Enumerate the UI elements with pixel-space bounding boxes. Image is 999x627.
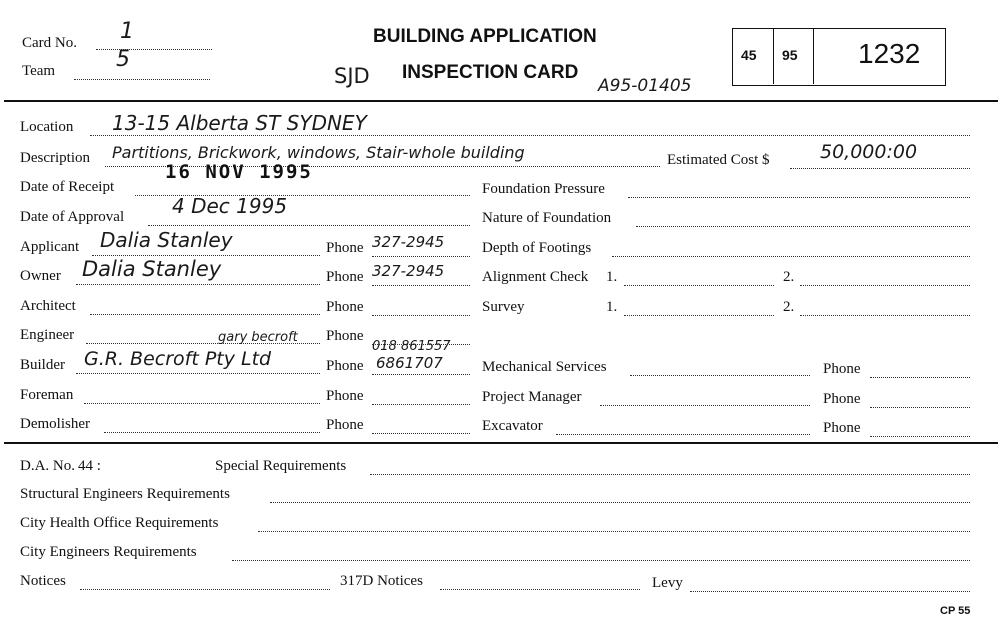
card-title-line1: BUILDING APPLICATION xyxy=(373,26,597,47)
notices-field[interactable] xyxy=(80,589,330,590)
health-requirements-label: City Health Office Requirements xyxy=(20,515,219,531)
demolisher-phone-field[interactable] xyxy=(372,433,470,434)
engineer-phone-value: 018 861557 xyxy=(372,339,451,354)
depth-footings-label: Depth of Footings xyxy=(482,240,592,256)
alignment-check-1-field[interactable] xyxy=(624,285,774,286)
estimated-cost-value: 50,000:00 xyxy=(820,141,918,163)
alignment-num-1: 1. xyxy=(606,269,618,285)
header-divider xyxy=(4,100,998,102)
architect-phone-field[interactable] xyxy=(372,315,470,316)
applicant-phone-field[interactable] xyxy=(372,256,470,257)
excavator-label: Excavator xyxy=(482,418,543,434)
project-manager-label: Project Manager xyxy=(482,389,582,405)
team-field[interactable] xyxy=(74,79,210,80)
demolisher-field[interactable] xyxy=(104,432,320,433)
date-approval-value: 4 Dec 1995 xyxy=(172,194,288,218)
box-cell-2: 95 xyxy=(782,47,798,63)
engineer-note: gary becroft xyxy=(218,330,298,345)
survey-label: Survey xyxy=(482,299,525,315)
nature-foundation-label: Nature of Foundation xyxy=(482,210,612,226)
alignment-check-label: Alignment Check xyxy=(482,269,589,285)
demolisher-phone-label: Phone xyxy=(326,417,364,433)
nature-foundation-field[interactable] xyxy=(636,226,970,227)
card-no-label: Card No. xyxy=(22,35,77,51)
builder-phone-field[interactable] xyxy=(372,374,470,375)
project-manager-field[interactable] xyxy=(600,405,810,406)
demolisher-label: Demolisher xyxy=(20,416,90,432)
estimated-cost-field[interactable] xyxy=(790,168,970,169)
applicant-value: Dalia Stanley xyxy=(100,228,233,252)
box-divider xyxy=(773,28,774,84)
form-code: CP 55 xyxy=(940,605,971,617)
survey-num-1: 1. xyxy=(606,299,618,315)
levy-field[interactable] xyxy=(690,591,970,592)
city-engineers-requirements-label: City Engineers Requirements xyxy=(20,544,197,560)
owner-phone-value: 327-2945 xyxy=(372,262,445,280)
survey-num-2: 2. xyxy=(783,299,795,315)
mechanical-phone-label: Phone xyxy=(823,361,861,377)
structural-requirements-field[interactable] xyxy=(270,502,970,503)
date-receipt-label: Date of Receipt xyxy=(20,179,115,195)
estimated-cost-label: Estimated Cost $ xyxy=(667,152,770,168)
location-value: 13-15 Alberta ST SYDNEY xyxy=(112,111,367,135)
notices-label: Notices xyxy=(20,573,66,589)
survey-2-field[interactable] xyxy=(800,315,970,316)
owner-value: Dalia Stanley xyxy=(82,257,222,281)
city-engineers-requirements-field[interactable] xyxy=(232,560,970,561)
date-approval-field[interactable] xyxy=(148,225,470,226)
special-requirements-label: Special Requirements xyxy=(215,458,347,474)
applicant-field[interactable] xyxy=(92,255,320,256)
location-label: Location xyxy=(20,119,74,135)
levy-label: Levy xyxy=(652,575,683,591)
foundation-pressure-label: Foundation Pressure xyxy=(482,181,605,197)
project-manager-phone-label: Phone xyxy=(823,391,861,407)
location-field[interactable] xyxy=(90,135,970,136)
box-divider xyxy=(813,28,814,84)
health-requirements-field[interactable] xyxy=(258,531,970,532)
notices-317d-label: 317D Notices xyxy=(340,573,423,589)
foreman-field[interactable] xyxy=(84,403,320,404)
foreman-phone-field[interactable] xyxy=(372,404,470,405)
alignment-num-2: 2. xyxy=(783,269,795,285)
special-requirements-field[interactable] xyxy=(370,474,970,475)
mechanical-field[interactable] xyxy=(630,375,810,376)
project-manager-phone-field[interactable] xyxy=(870,407,970,408)
builder-phone-label: Phone xyxy=(326,358,364,374)
description-value: Partitions, Brickwork, windows, Stair-whole building xyxy=(112,143,525,162)
builder-phone-value: 6861707 xyxy=(376,354,443,372)
owner-label: Owner xyxy=(20,268,61,284)
foreman-label: Foreman xyxy=(20,387,74,403)
depth-footings-field[interactable] xyxy=(612,256,970,257)
team-value: 5 xyxy=(116,47,130,72)
owner-phone-label: Phone xyxy=(326,269,364,285)
architect-phone-label: Phone xyxy=(326,299,364,315)
engineer-phone-label: Phone xyxy=(326,328,364,344)
applicant-label: Applicant xyxy=(20,239,80,255)
initials: SJD xyxy=(334,64,370,88)
foundation-pressure-field[interactable] xyxy=(628,197,970,198)
owner-field[interactable] xyxy=(76,284,320,285)
applicant-phone-label: Phone xyxy=(326,240,364,256)
foreman-phone-label: Phone xyxy=(326,388,364,404)
box-cell-1: 45 xyxy=(741,47,757,63)
builder-value: G.R. Becroft Pty Ltd xyxy=(84,348,272,370)
survey-1-field[interactable] xyxy=(624,315,774,316)
owner-phone-field[interactable] xyxy=(372,285,470,286)
builder-field[interactable] xyxy=(76,373,320,374)
structural-requirements-label: Structural Engineers Requirements xyxy=(20,486,230,502)
card-no-field[interactable] xyxy=(96,49,212,50)
box-number: 1232 xyxy=(858,38,921,69)
excavator-phone-field[interactable] xyxy=(870,436,970,437)
date-receipt-stamp: 16 NOV 1995 xyxy=(165,161,313,183)
engineer-label: Engineer xyxy=(20,327,75,343)
da-no-label: D.A. No. xyxy=(20,458,75,474)
date-approval-label: Date of Approval xyxy=(20,209,125,225)
mechanical-label: Mechanical Services xyxy=(482,359,607,375)
excavator-phone-label: Phone xyxy=(823,420,861,436)
team-label: Team xyxy=(22,63,56,79)
reference-number: A95-01405 xyxy=(598,76,692,96)
mechanical-phone-field[interactable] xyxy=(870,377,970,378)
excavator-field[interactable] xyxy=(556,434,810,435)
applicant-phone-value: 327-2945 xyxy=(372,233,445,251)
da-no-value: 44 : xyxy=(78,458,101,474)
card-title-line2: INSPECTION CARD xyxy=(402,62,579,83)
builder-label: Builder xyxy=(20,357,65,373)
notices-317d-field[interactable] xyxy=(440,589,640,590)
description-label: Description xyxy=(20,150,90,166)
alignment-check-2-field[interactable] xyxy=(800,285,970,286)
details-divider xyxy=(4,442,998,444)
architect-label: Architect xyxy=(20,298,76,314)
architect-field[interactable] xyxy=(90,314,320,315)
card-no-value: 1 xyxy=(120,19,134,44)
